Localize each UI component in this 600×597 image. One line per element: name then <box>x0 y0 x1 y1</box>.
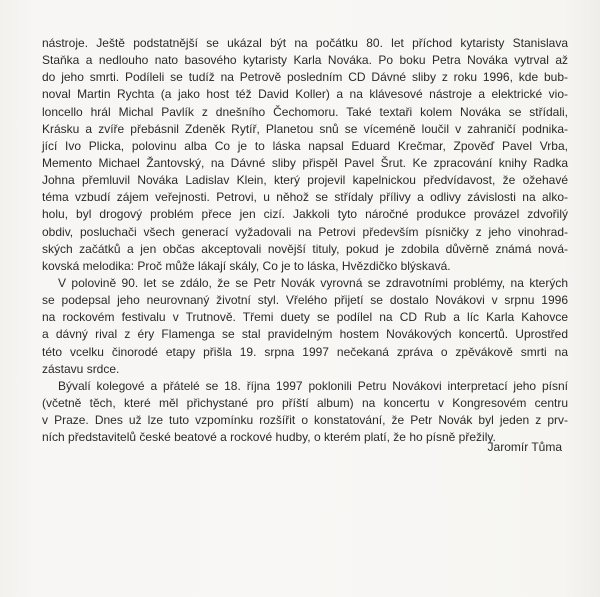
text-line: Krásku a zvíře přebásnil Zdeněk Rytíř, Planetou snů se víceméně loučil v zahraničí podnika- <box>42 121 568 136</box>
text-line: obdiv, posluchači všech generací vyžadovali na Petrovi především písničky z jeho vinohrad- <box>42 224 568 239</box>
text-line: Johna přemluvil Nováka Ladislav Klein, který projevil kapelnickou předvídavost, že ožehavé <box>42 173 568 188</box>
text-line: se podepsal jeho neurovnaný životní styl. Vřelého přijetí se dostalo Novákovi v srpnu 1996 <box>42 293 568 308</box>
author-signature: Jaromír Tůma <box>487 440 562 454</box>
text-line: ních představitelů české beatové a rockové hudby, o kterém platí, že ho písně přežily. <box>42 430 496 445</box>
text-line: holu, byl drogový problém přece jen cizí. Jakkoli tyto náročné produkce provázel zdvořilý <box>42 207 568 222</box>
text-line: nástroje. Ještě podstatnější se ukázal být na počátku 80. let příchod kytaristy Stanislava <box>42 36 568 50</box>
text-line: V polovině 90. let se zdálo, že se Petr Novák vyrovná se zdravotními problémy, na kterých <box>58 275 568 290</box>
text-line: ských začátků a jen občas akceptovali novější tituly, pokud je zdobila důvěrně známá nová- <box>42 241 568 256</box>
text-line: téma vzbudí zájem veřejnosti. Petrovi, u něhož se střídaly přílivy a odlivy závislosti na alko- <box>42 190 568 205</box>
text-line: (včetně těch, které měl přichystané pro příští album) na koncertu v Kongresovém centru <box>42 395 568 410</box>
text-line: Staňka a nedlouho nato basového kytaristy Karla Nováka. Po boku Petra Nováka vytrval až <box>42 53 568 68</box>
paragraph <box>42 378 568 447</box>
text-line: na rockovém festivalu v Trutnově. Třemi duety se podílel na CD Rub a líc Karla Kahovce <box>42 310 568 325</box>
text-line: této vcelku činorodé etapy přišla 19. srpna 1997 nečekaná zpráva o zpěvákově smrti na <box>42 344 568 359</box>
text-line: Bývalí kolegové a přátelé se 18. října 1997 poklonili Petru Novákovi interpretací jeho písní <box>58 378 568 393</box>
text-line: jící Ivo Plicka, polovinu alba Co je to láska napsal Eduard Krečmar, Zpověď Pavel Vrba, <box>42 138 568 153</box>
text-line: zástavu srdce. <box>42 361 120 376</box>
text-line: kovská melodika: Proč může lákají skály, Co je to láska, Hvězdičko blýskavá. <box>42 258 451 273</box>
text-line: noval Martin Rychta (a jako host též David Koller) a na klávesové nástroje a elektrické vio- <box>42 87 568 102</box>
text-line: Memento Michael Žantovský, na Dávné sliby přispěl Pavel Šrut. Ke zpracování knihy Radka <box>42 155 568 170</box>
text-line: a dávný rival z éry Flamenga se stal pravidelným hostem Novákových koncertů. Uprostřed <box>42 327 568 342</box>
article-body <box>42 35 568 446</box>
text-line: loncello hrál Michal Pavlík z dnešního Čechomoru. Také textaři kolem Nováka se střídali, <box>42 104 568 119</box>
text-line: do jeho smrti. Podíleli se tudíž na Petrově posledním CD Dávné sliby z roku 1996, kde bub- <box>42 70 568 85</box>
paragraph <box>42 35 568 275</box>
text-line: v Praze. Dnes už lze tuto vzpomínku rozšířit o konstatování, že Petr Novák byl jeden z prv- <box>42 413 568 428</box>
paragraph <box>42 275 568 378</box>
